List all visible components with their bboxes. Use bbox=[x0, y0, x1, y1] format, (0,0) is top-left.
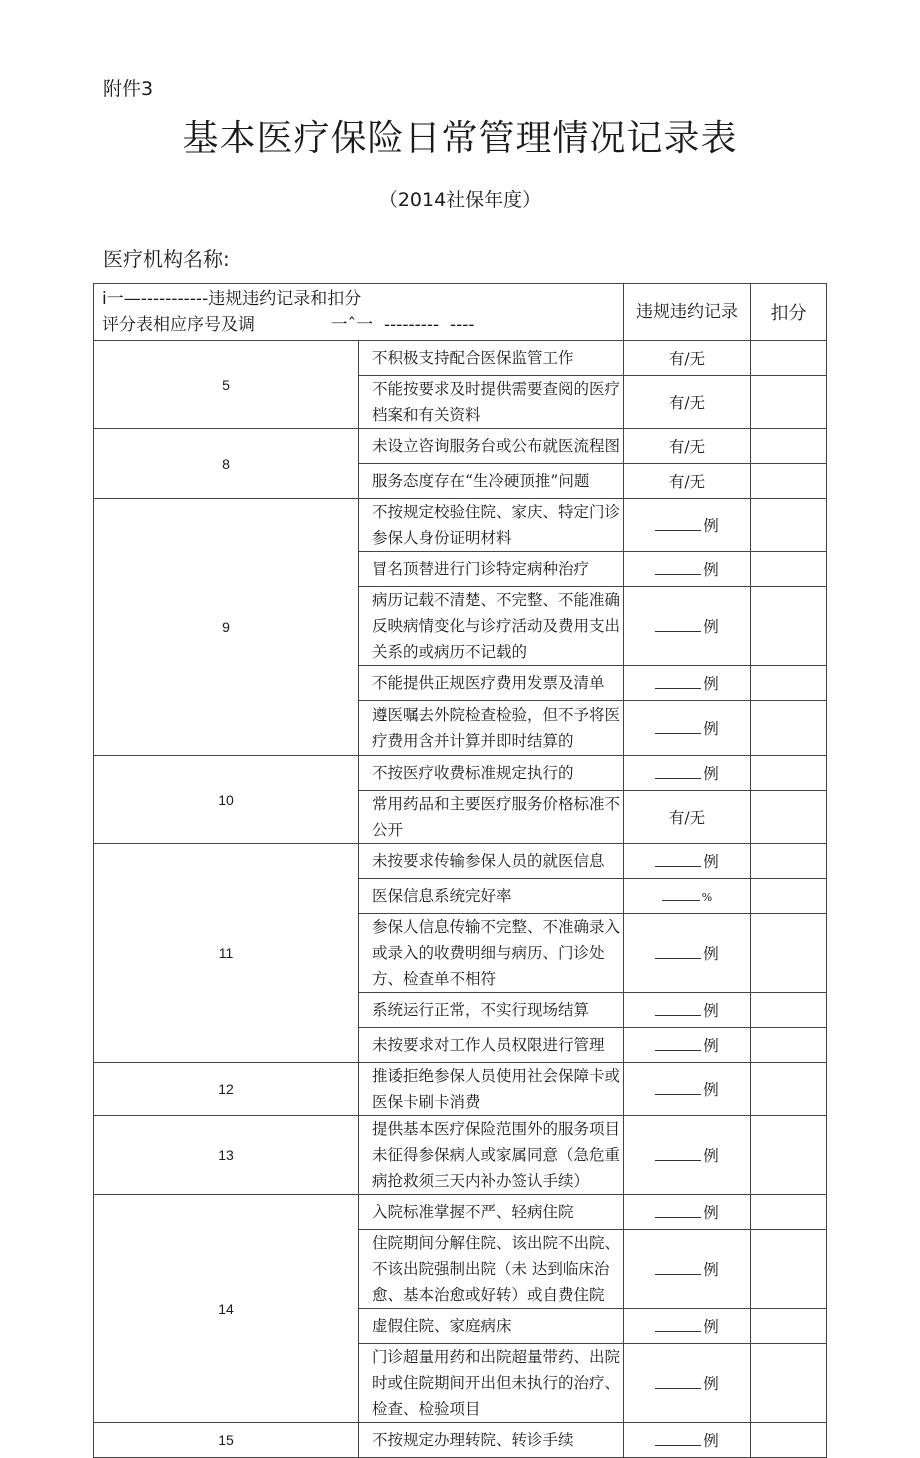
unit-text: 例 bbox=[703, 561, 719, 579]
violation-item-cell: 不按规定校验住院、家庆、特定门诊参保人身份证明材料 bbox=[359, 499, 624, 552]
record-cell bbox=[624, 701, 751, 756]
record-cell bbox=[624, 844, 751, 879]
count-blank-line[interactable] bbox=[655, 1376, 701, 1389]
unit-text: 例 bbox=[703, 1002, 719, 1020]
violation-item-cell: 提供基本医疗保险范围外的服务项目未征得参保病人或家属同意（急危重病抢救须三天内补办签认手续） bbox=[359, 1116, 624, 1195]
violation-item-cell: 医保信息系统完好率 bbox=[359, 879, 624, 914]
violation-item-cell: 常用药品和主要医疗服务价格标准不公开 bbox=[359, 791, 624, 844]
violation-item-cell: 未按要求对工作人员权限进行管理 bbox=[359, 1028, 624, 1063]
record-cell bbox=[624, 1344, 751, 1423]
unit-text: 例 bbox=[703, 1318, 719, 1336]
violation-item-cell: 不按规定办理转院、转诊手续 bbox=[359, 1423, 624, 1458]
item-number-cell: 11 bbox=[94, 844, 359, 1063]
violation-item-cell: 冒名顶替进行门诊特定病种治疗 bbox=[359, 552, 624, 587]
header-record-cell: 违规违约记录 bbox=[624, 284, 751, 341]
deduct-score-cell[interactable] bbox=[751, 1028, 827, 1063]
record-cell bbox=[624, 1230, 751, 1309]
deduct-score-cell[interactable] bbox=[751, 701, 827, 756]
deduct-score-cell[interactable] bbox=[751, 756, 827, 791]
yes-no-text: 有/无 bbox=[668, 438, 706, 456]
deduct-score-cell[interactable] bbox=[751, 376, 827, 429]
deduct-score-cell[interactable] bbox=[751, 666, 827, 701]
deduct-score-cell[interactable] bbox=[751, 844, 827, 879]
deduct-score-cell[interactable] bbox=[751, 341, 827, 376]
table-row bbox=[94, 341, 827, 376]
deduct-score-cell[interactable] bbox=[751, 879, 827, 914]
count-blank-line[interactable] bbox=[655, 1319, 701, 1332]
unit-text: 例 bbox=[703, 618, 719, 636]
deduct-score-cell[interactable] bbox=[751, 1116, 827, 1195]
table-row bbox=[94, 844, 827, 879]
table-row bbox=[94, 756, 827, 791]
count-blank-line[interactable] bbox=[655, 854, 701, 867]
deduct-score-cell[interactable] bbox=[751, 1344, 827, 1423]
record-cell bbox=[624, 1063, 751, 1116]
record-cell bbox=[624, 1028, 751, 1063]
count-blank-line[interactable] bbox=[655, 562, 701, 575]
item-number-cell: 15 bbox=[94, 1423, 359, 1458]
unit-text: 例 bbox=[703, 1037, 719, 1055]
header-line-1: i一—-----------违规违约记录和扣分 bbox=[102, 289, 362, 309]
table-row bbox=[94, 1063, 827, 1116]
yes-no-text: 有/无 bbox=[668, 473, 706, 491]
header-item-cell bbox=[94, 284, 624, 341]
yes-no-text: 有/无 bbox=[668, 394, 706, 412]
record-table bbox=[93, 283, 827, 1458]
count-blank-line[interactable] bbox=[655, 1205, 701, 1218]
item-number-cell: 5 bbox=[94, 341, 359, 429]
page-title: 基本医疗保险日常管理情况记录表 bbox=[182, 118, 738, 159]
unit-text: % bbox=[701, 891, 713, 904]
violation-item-cell: 病历记载不清楚、不完整、不能准确反映病情变化与诊疗活动及费用支出关系的或病历不记载的 bbox=[359, 587, 624, 666]
deduct-score-cell[interactable] bbox=[751, 1230, 827, 1309]
table-row bbox=[94, 1423, 827, 1458]
deduct-score-cell[interactable] bbox=[751, 429, 827, 464]
count-blank-line[interactable] bbox=[655, 676, 701, 689]
deduct-score-cell[interactable] bbox=[751, 1309, 827, 1344]
violation-item-cell: 不能按要求及时提供需要查阅的医疗档案和有关资料 bbox=[359, 376, 624, 429]
unit-text: 例 bbox=[703, 720, 719, 738]
table-row bbox=[94, 429, 827, 464]
record-cell bbox=[624, 791, 751, 844]
unit-text: 例 bbox=[703, 1147, 719, 1165]
count-blank-line[interactable] bbox=[655, 766, 701, 779]
count-blank-line[interactable] bbox=[662, 888, 700, 901]
record-cell bbox=[624, 552, 751, 587]
deduct-score-cell[interactable] bbox=[751, 499, 827, 552]
unit-text: 例 bbox=[703, 945, 719, 963]
deduct-score-cell[interactable] bbox=[751, 791, 827, 844]
record-cell bbox=[624, 993, 751, 1028]
count-blank-line[interactable] bbox=[655, 619, 701, 632]
violation-item-cell: 服务态度存在“生冷硬顶推”问题 bbox=[359, 464, 624, 499]
table-row bbox=[94, 1195, 827, 1230]
item-number-cell: 14 bbox=[94, 1195, 359, 1423]
item-number-cell: 12 bbox=[94, 1063, 359, 1116]
yes-no-text: 有/无 bbox=[668, 350, 706, 368]
item-number-cell: 13 bbox=[94, 1116, 359, 1195]
unit-text: 例 bbox=[703, 1432, 719, 1450]
item-number-cell: 8 bbox=[94, 429, 359, 499]
yes-no-text: 有/无 bbox=[668, 809, 706, 827]
record-cell bbox=[624, 756, 751, 791]
violation-item-cell: 推诿拒绝参保人员使用社会保障卡或医保卡刷卡消费 bbox=[359, 1063, 624, 1116]
record-cell bbox=[624, 1116, 751, 1195]
deduct-score-cell[interactable] bbox=[751, 587, 827, 666]
violation-item-cell: 未设立咨询服务台或公布就医流程图 bbox=[359, 429, 624, 464]
table-row bbox=[94, 499, 827, 552]
record-cell bbox=[624, 499, 751, 552]
attachment-label: 附件3 bbox=[103, 78, 154, 100]
record-cell bbox=[624, 1309, 751, 1344]
count-blank-line[interactable] bbox=[655, 1082, 701, 1095]
violation-item-cell: 遵医嘱去外院检查检验，但不予将医疗费用含并计算并即时结算的 bbox=[359, 701, 624, 756]
violation-item-cell: 入院标准掌握不严、轻病住院 bbox=[359, 1195, 624, 1230]
table-row bbox=[94, 1116, 827, 1195]
unit-text: 例 bbox=[703, 517, 719, 535]
unit-text: 例 bbox=[703, 1375, 719, 1393]
violation-item-cell: 不按医疗收费标准规定执行的 bbox=[359, 756, 624, 791]
count-blank-line[interactable] bbox=[655, 518, 701, 531]
item-number-cell: 10 bbox=[94, 756, 359, 844]
violation-item-cell: 系统运行正常，不实行现场结算 bbox=[359, 993, 624, 1028]
item-number-cell: 9 bbox=[94, 499, 359, 756]
violation-item-cell: 不能提供正规医疗费用发票及清单 bbox=[359, 666, 624, 701]
record-cell bbox=[624, 464, 751, 499]
unit-text: 例 bbox=[703, 853, 719, 871]
table-body bbox=[94, 341, 827, 1458]
header-line-2: 评分表相应序号及调 一ˆ一 --------- ---- bbox=[102, 315, 475, 335]
deduct-score-cell[interactable] bbox=[751, 1195, 827, 1230]
org-name-label: 医疗机构名称: bbox=[103, 247, 230, 271]
unit-text: 例 bbox=[703, 1081, 719, 1099]
deduct-score-cell[interactable] bbox=[751, 914, 827, 993]
deduct-score-cell[interactable] bbox=[751, 552, 827, 587]
unit-text: 例 bbox=[703, 1261, 719, 1279]
count-blank-line[interactable] bbox=[655, 1003, 701, 1016]
deduct-score-cell[interactable] bbox=[751, 464, 827, 499]
unit-text: 例 bbox=[703, 675, 719, 693]
deduct-score-cell[interactable] bbox=[751, 1423, 827, 1458]
page-subtitle: （2014社保年度） bbox=[378, 189, 542, 211]
violation-item-cell: 未按要求传输参保人员的就医信息 bbox=[359, 844, 624, 879]
count-blank-line[interactable] bbox=[655, 1038, 701, 1051]
deduct-score-cell[interactable] bbox=[751, 1063, 827, 1116]
violation-item-cell: 住院期间分解住院、该出院不出院、不该出院强制出院（未 达到临床治愈、基本治愈或好转）或自费住院 bbox=[359, 1230, 624, 1309]
count-blank-line[interactable] bbox=[655, 1262, 701, 1275]
table-header-row bbox=[94, 284, 827, 341]
count-blank-line[interactable] bbox=[655, 1148, 701, 1161]
unit-text: 例 bbox=[703, 765, 719, 783]
violation-item-cell: 门诊超量用药和出院超量带药、出院时或住院期间开出但未执行的治疗、检查、检验项目 bbox=[359, 1344, 624, 1423]
violation-item-cell: 不积极支持配合医保监管工作 bbox=[359, 341, 624, 376]
record-cell bbox=[624, 1195, 751, 1230]
record-cell bbox=[624, 587, 751, 666]
header-deduct-cell: 扣分 bbox=[751, 284, 827, 341]
record-cell bbox=[624, 914, 751, 993]
unit-text: 例 bbox=[703, 1204, 719, 1222]
violation-item-cell: 虚假住院、家庭病床 bbox=[359, 1309, 624, 1344]
count-blank-line[interactable] bbox=[655, 946, 701, 959]
record-cell bbox=[624, 879, 751, 914]
deduct-score-cell[interactable] bbox=[751, 993, 827, 1028]
violation-item-cell: 参保人信息传输不完整、不准确录入或录入的收费明细与病历、门诊处方、检查单不相符 bbox=[359, 914, 624, 993]
count-blank-line[interactable] bbox=[655, 1433, 701, 1446]
count-blank-line[interactable] bbox=[655, 721, 701, 734]
record-cell bbox=[624, 1423, 751, 1458]
record-cell bbox=[624, 666, 751, 701]
record-cell bbox=[624, 341, 751, 376]
record-cell bbox=[624, 429, 751, 464]
record-cell bbox=[624, 376, 751, 429]
